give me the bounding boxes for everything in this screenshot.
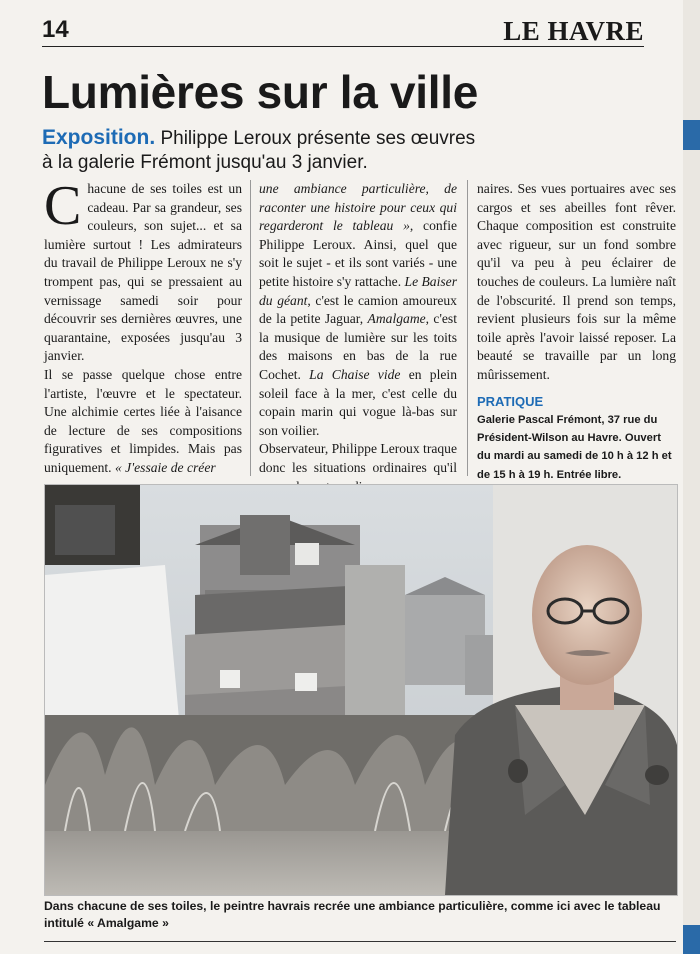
paragraph-observer: Observateur, Philippe Leroux traque donc les situations ordinaires qu'il xyxy=(259,441,458,475)
drop-cap: C xyxy=(44,175,82,237)
bottom-rule xyxy=(44,941,676,942)
subhead-line-2: à la galerie Frémont jusqu'au 3 janvier. xyxy=(42,152,368,173)
article-headline: Lumières sur la ville xyxy=(42,66,479,118)
photo-painting-and-artist xyxy=(45,485,677,895)
page-number: 14 xyxy=(42,16,69,43)
pratique-info: Galerie Pascal Frémont, 37 rue du Président-Wilson au Havre. Ouvert du mardi au samedi de 10 h à 12 h et de 15 h à 19 h. Entrée libre. xyxy=(477,413,672,481)
article-photo xyxy=(44,484,678,896)
page-header xyxy=(42,14,644,47)
paragraph-quote: une ambiance particulière, de raconter une histoire pour ceux qui regarderont le tableau », confie Philippe Leroux. Ainsi, quel que soit le sujet - et ils sont variés - une petite histoire s'y rattache. Le Baiser du géant, c'est le camion amoureux de la petite Jaguar, Amalgame, c'est la musique de lumière sur les toits des maisons en bas de la rue Cochet. La Chaise vide en plein soleil face à la mer, c'est celle du copain marin qui vogue là-bas sur son voilier. xyxy=(259,181,458,438)
photo-caption: Dans chacune de ses toiles, le peintre havrais recrée une ambiance particulière, comme ici avec le tableau intitulé « Amalgame » xyxy=(44,899,661,930)
pratique-heading: PRATIQUE xyxy=(477,393,544,409)
column-rule xyxy=(467,180,468,476)
painting-title-amalgame: Amalgame xyxy=(367,311,426,327)
article-column-3 xyxy=(477,180,676,484)
article-subhead xyxy=(42,126,652,175)
column-rule xyxy=(250,180,251,476)
quote-start: « J'essaie de créer xyxy=(114,459,216,475)
adjacent-page-edge xyxy=(683,0,700,954)
article-column-1 xyxy=(44,175,242,478)
paragraph-harbour: naires. Ses vues portuaires avec ses cargos et ses abeilles font rêver. Chaque composition est construite avec rigueur, sur un fond sombre qu'il va peu à peu éclairer de touches de couleurs. La lumière naît de l'obscurité. Il prend son temps, revient plusieurs fois sur la même toile après l'avoir laissé reposer. La beauté se travaille par un long mûrissement. xyxy=(477,181,676,382)
section-name: LE HAVRE xyxy=(503,16,644,46)
subhead-line-1: Philippe Leroux présente ses œuvres xyxy=(160,128,476,149)
subhead-kicker: Exposition. xyxy=(42,126,156,149)
painting-title-chaise: La Chaise vide xyxy=(309,366,401,382)
paragraph-intro: Chacune de ses toiles est un cadeau. Par sa grandeur, ses couleurs, son sujet... et sa lumière surtout ! Les admirateurs du travail de Philippe Leroux ne s'y trompent pas, qui se pressaient au vernissage samedi soir pour découvrir ses dernières œuvres, une quarantaine, exposées jusqu'au 3 janvier. xyxy=(44,175,242,364)
artist-quote: une ambiance particulière, de raconter une histoire pour ceux qui regarderont le tableau » xyxy=(259,181,457,234)
painting-title-baiser: Le Baiser du géant xyxy=(259,273,457,308)
paragraph-alchemy: Il se passe quelque chose entre l'artiste, l'œuvre et le spectateur. Une alchimie certes liée à l'aisance de lecture de ses compositions figuratives et limpides. Mais pas uniquement. « J'essaie de créer xyxy=(44,366,242,475)
article-column-2 xyxy=(259,180,457,496)
